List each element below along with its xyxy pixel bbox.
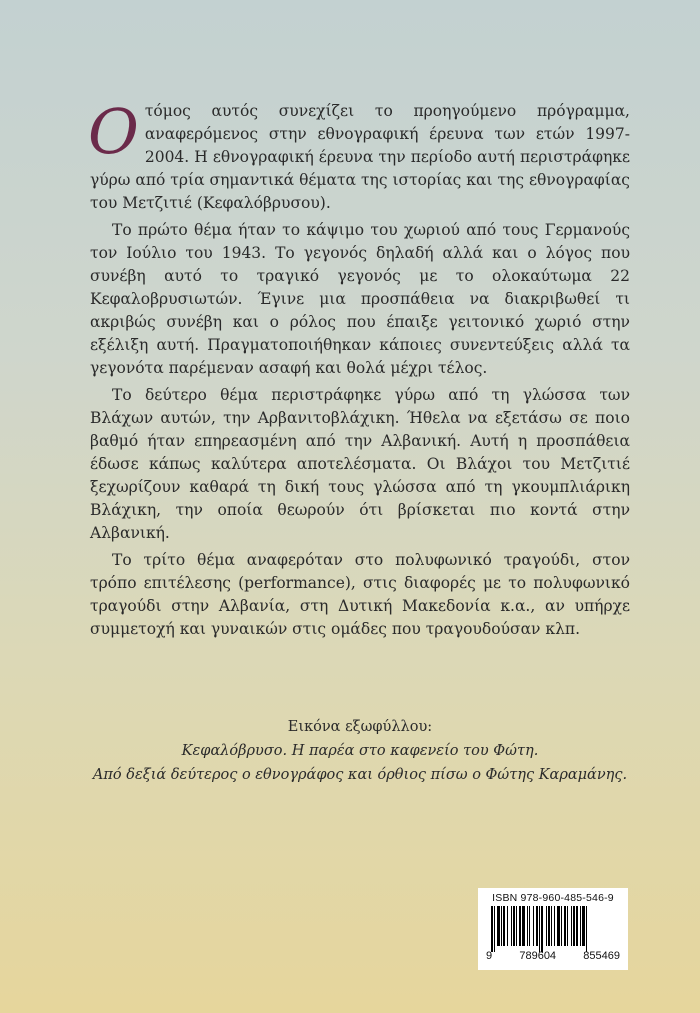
barcode-bars bbox=[485, 906, 621, 952]
barcode-digits bbox=[484, 950, 622, 962]
barcode-lead-digit: 9 bbox=[486, 950, 493, 962]
paragraph-3: Το δεύτερο θέμα περιστράφηκε γύρω από τη γλώσσα των Βλάχων αυτών, την Αρβανιτοβλάχικη. Ήθελα να εξετάσω σε ποιο βαθμό ήταν επηρεασμένη από την Αλβανική. Αυτή η προσπάθεια έδωσε κάπως καλύτερα αποτελέσματα. Οι Βλάχοι του Μετζιτιέ ξεχωρίζουν καθαρά τη δική τους γλώσσα από τη γκουμπλιάρικη Βλάχικη, την οποία θεωρούν ότι βρίσκεται πιο κοντά στην Αλβανική. bbox=[90, 386, 630, 542]
barcode-bar bbox=[491, 906, 493, 952]
paragraph-4: Το τρίτο θέμα αναφερόταν στο πολυφωνικό τραγούδι, στον τρόπο επιτέλεσης (performance), στις διαφορές με το πολυφωνικό τραγούδι στην Αλβανία, στη Δυτική Μακεδονία κ.α., αν υπήρχε συμμετοχή και γυναικών στις ομάδες που τραγουδούσαν κλπ. bbox=[90, 551, 630, 638]
barcode-bar bbox=[564, 906, 566, 946]
barcode-bar bbox=[580, 906, 581, 946]
barcode-bar bbox=[551, 906, 552, 946]
isbn-barcode bbox=[478, 888, 628, 970]
barcode-bar bbox=[503, 906, 505, 946]
barcode-bar bbox=[507, 906, 508, 946]
barcode-bar bbox=[576, 906, 578, 946]
paragraph-2: Το πρώτο θέμα ήταν το κάψιμο του χωριού από τους Γερμανούς τον Ιούλιο του 1943. Το γεγονός δηλαδή αλλά και ο λόγος που συνέβη αυτό το τραγικό γεγονός με το ολοκαύτωμα 22 Κεφαλοβρυσιωτών. Έγινε μια προσπάθεια να διακριβωθεί τι ακριβώς συνέβη και ο ρόλος που έπαιξε γειτονικό χωριό στην εξέλιξη αυτή. Πραγματοποιήθηκαν κάποιες συνεντεύξεις αλλά τα γεγονότα παρέμεναν ασαφή και θολά μέχρι τέλος. bbox=[90, 221, 630, 377]
cover-image-caption bbox=[80, 715, 640, 787]
paragraph-1 bbox=[88, 95, 630, 215]
barcode-bar bbox=[511, 906, 512, 946]
barcode-group-1: 789604 bbox=[519, 950, 557, 962]
barcode-bar bbox=[548, 906, 550, 946]
barcode-bar bbox=[571, 906, 572, 946]
barcode-bar bbox=[522, 906, 525, 946]
barcode-bar bbox=[529, 906, 530, 946]
barcode-bar bbox=[536, 906, 538, 946]
barcode-bar bbox=[554, 906, 555, 946]
barcode-group-2: 855469 bbox=[583, 950, 620, 962]
barcode-bar bbox=[513, 906, 515, 946]
barcode-bar bbox=[541, 906, 543, 952]
caption-heading: Εικόνα εξωφύλλου: bbox=[287, 719, 433, 735]
barcode-bar bbox=[501, 906, 502, 946]
caption-line-1: Κεφαλόβρυσο. Η παρέα στο καφενείο του Φώτη. bbox=[181, 743, 539, 759]
back-cover-text bbox=[88, 95, 630, 645]
barcode-bar bbox=[533, 906, 534, 946]
barcode-bar bbox=[567, 906, 568, 946]
isbn-number: ISBN 978-960-485-546-9 bbox=[492, 892, 614, 904]
barcode-bar bbox=[494, 906, 495, 952]
barcode-bar bbox=[497, 906, 500, 946]
paragraph-1-text: τόμος αυτός συνεχίζει το προηγούμενο πρόγραμμα, αναφερόμενος στην εθνογραφική έρευνα των ετών 1997-2004. Η εθνογραφική έρευνα την περίοδο αυτή περιστράφηκε γύρω από τρία σημαντικά θέματα της ιστορίας και της εθνογραφίας του Μετζιτιέ (Κεφαλόβρυσου). bbox=[90, 102, 630, 212]
barcode-bar bbox=[586, 906, 587, 952]
barcode-bar bbox=[557, 906, 560, 946]
barcode-bar bbox=[573, 906, 575, 946]
barcode-bar bbox=[582, 906, 585, 946]
barcode-bar bbox=[546, 906, 547, 946]
barcode-bar bbox=[527, 906, 528, 946]
drop-cap: Ο bbox=[88, 95, 139, 168]
barcode-bar bbox=[539, 906, 540, 952]
caption-line-2: Από δεξιά δεύτερος ο εθνογράφος και όρθιος πίσω ο Φώτης Καραμάνης. bbox=[92, 767, 628, 783]
barcode-bar bbox=[561, 906, 562, 946]
barcode-bar bbox=[516, 906, 517, 946]
barcode-bar bbox=[519, 906, 521, 946]
